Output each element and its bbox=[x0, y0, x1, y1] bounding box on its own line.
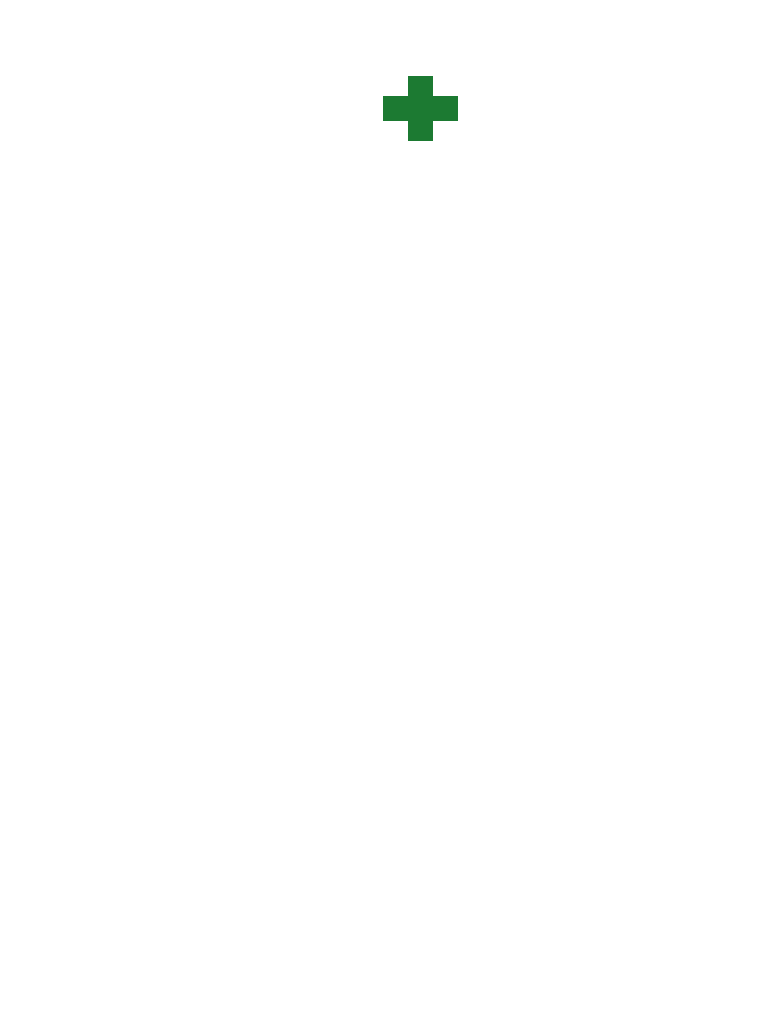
pharmacy-cross-logo bbox=[383, 76, 458, 141]
